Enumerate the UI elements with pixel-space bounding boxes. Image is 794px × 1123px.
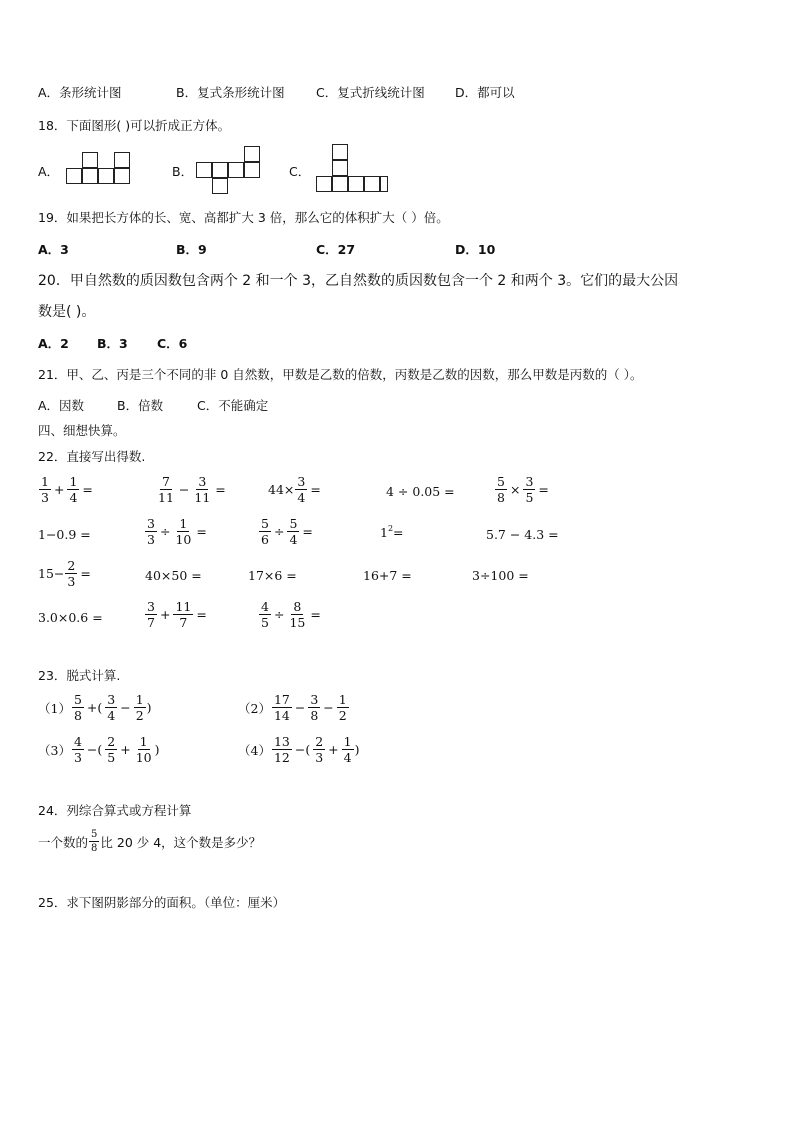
q18-net-a bbox=[66, 152, 138, 186]
q18-net-c bbox=[316, 144, 388, 192]
q19-option-a: A．3 bbox=[38, 242, 69, 257]
q18-label-c: C． bbox=[289, 164, 311, 179]
q19-stem: 19．如果把长方体的长、宽、高都扩大 3 倍，那么它的体积扩大（ ）倍。 bbox=[38, 210, 449, 225]
q22-r2-e: 5.7 − 4.3 = bbox=[486, 527, 559, 542]
q18-net-b bbox=[196, 146, 260, 194]
q17-option-c: C．复式折线统计图 bbox=[316, 85, 425, 100]
q22-r1-a: $\frac{1}{3}$ + $\frac{1}{4}$ = bbox=[41, 474, 93, 505]
q21-option-c: C．不能确定 bbox=[197, 398, 269, 413]
q23-problem-1: （1） $\frac{5}{8}$ +( $\frac{3}{4}$ − $\frac{1}{2}$ ) bbox=[38, 692, 152, 723]
q24-stem: 24．列综合算式或方程计算 bbox=[38, 803, 192, 818]
q20-option-c: C．6 bbox=[157, 336, 188, 351]
q17-option-a: A．条形统计图 bbox=[38, 85, 122, 100]
q22-r3-a: 15− $\frac{2}{3}$ = bbox=[38, 558, 91, 589]
q17-option-d: D．都可以 bbox=[455, 85, 515, 100]
q22-r3-e: 3÷100 = bbox=[472, 568, 529, 583]
q25-stem: 25．求下图阴影部分的面积。（单位：厘米） bbox=[38, 895, 286, 910]
q22-r2-c: $\frac{5}{6}$ ÷ $\frac{5}{4}$ = bbox=[261, 516, 313, 547]
q22-r3-b: 40×50 = bbox=[145, 568, 202, 583]
q23-problem-2: （2） $\frac{17}{14}$ − $\frac{3}{8}$ − $\frac{1}{2}$ bbox=[238, 692, 347, 723]
q20-stem-line2: 数是( )。 bbox=[38, 304, 96, 320]
q22-r1-d: 4 ÷ 0.05 = bbox=[386, 484, 455, 499]
q22-r3-d: 16+7 = bbox=[363, 568, 412, 583]
q22-stem: 22．直接写出得数. bbox=[38, 449, 146, 464]
q21-option-b: B．倍数 bbox=[117, 398, 164, 413]
q24-question: 一个数的 $\frac{5}{8}$ 比 20 少 4，这个数是多少？ bbox=[38, 829, 262, 854]
q19-option-b: B．9 bbox=[176, 242, 207, 257]
q22-r2-d: 1 $^2$ = bbox=[380, 524, 404, 540]
q18-stem: 18．下面图形( )可以折成正方体。 bbox=[38, 118, 231, 133]
q22-r3-c: 17×6 = bbox=[248, 568, 297, 583]
q19-option-d: D．10 bbox=[455, 242, 496, 257]
q23-stem: 23．脱式计算. bbox=[38, 668, 121, 683]
q22-r2-b: $\frac{3}{3}$ ÷ $\frac{1}{10}$ = bbox=[147, 516, 207, 547]
q20-option-a: A．2 bbox=[38, 336, 69, 351]
q18-label-a: A． bbox=[38, 164, 60, 179]
q22-r4-c: $\frac{4}{5}$ ÷ $\frac{8}{15}$ = bbox=[261, 599, 321, 630]
q22-r1-c: 44× $\frac{3}{4}$ = bbox=[268, 474, 321, 505]
q21-option-a: A．因数 bbox=[38, 398, 85, 413]
q17-option-b: B．复式条形统计图 bbox=[176, 85, 285, 100]
q22-r4-a: 3.0×0.6 = bbox=[38, 610, 103, 625]
q19-option-c: C．27 bbox=[316, 242, 356, 257]
section-heading: 四、细想快算。 bbox=[38, 423, 126, 438]
q20-stem-line1: 20．甲自然数的质因数包含两个 2 和一个 3，乙自然数的质因数包含一个 2 和两个 3。它们的最大公因 bbox=[38, 273, 679, 289]
q23-problem-4: （4） $\frac{13}{12}$ −( $\frac{2}{3}$ + $\frac{1}{4}$ ) bbox=[238, 734, 360, 765]
q23-problem-3: （3） $\frac{4}{3}$ −( $\frac{2}{5}$ + $\frac{1}{10}$ ) bbox=[38, 734, 160, 765]
q20-option-b: B．3 bbox=[97, 336, 128, 351]
q22-r4-b: $\frac{3}{7}$ + $\frac{11}{7}$ = bbox=[147, 599, 207, 630]
q21-stem: 21．甲、乙、丙是三个不同的非 0 自然数，甲数是乙数的倍数，丙数是乙数的因数，那么甲数是丙数的（ ）。 bbox=[38, 367, 643, 382]
q18-label-b: B． bbox=[172, 164, 194, 179]
q22-r2-a: 1−0.9 = bbox=[38, 527, 91, 542]
q22-r1-e: $\frac{5}{8}$ × $\frac{3}{5}$ = bbox=[497, 474, 549, 505]
q22-r1-b: $\frac{7}{11}$ − $\frac{3}{11}$ = bbox=[158, 474, 226, 505]
